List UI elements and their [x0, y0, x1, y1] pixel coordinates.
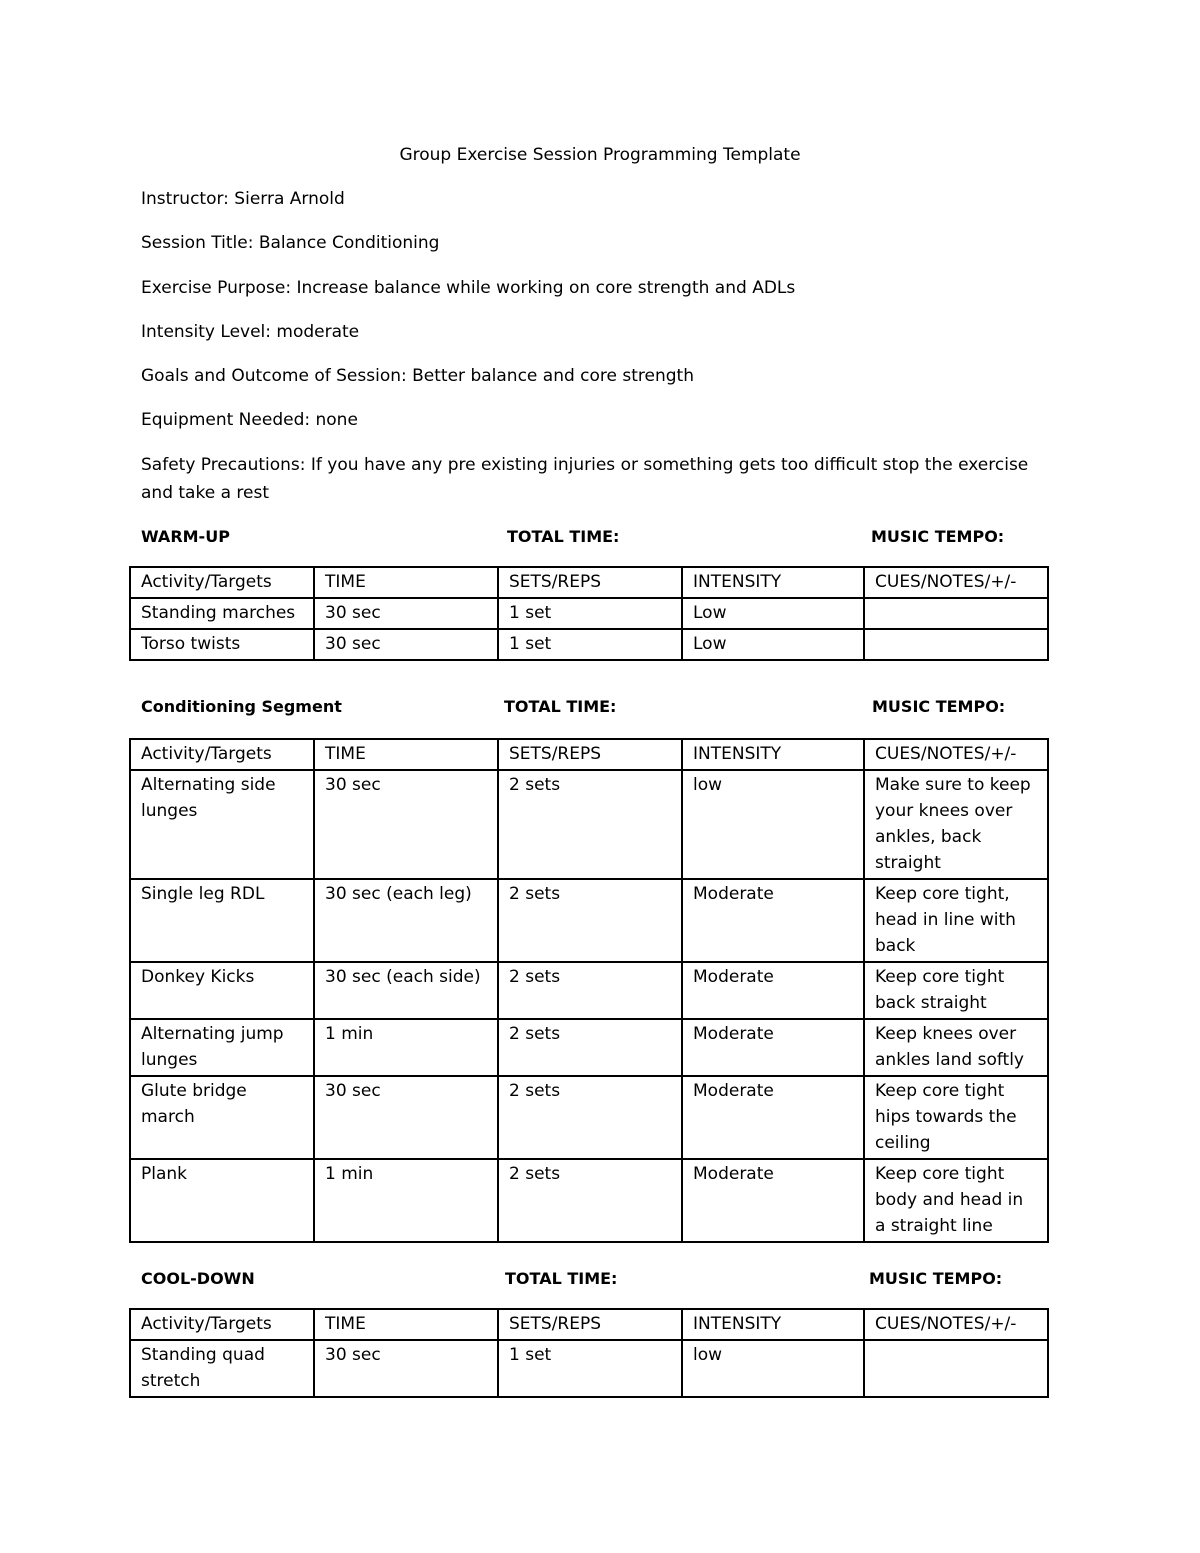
- intensity-cell: Low: [682, 598, 864, 629]
- page-title: Group Exercise Session Programming Template: [399, 145, 801, 165]
- column-header: INTENSITY: [682, 739, 864, 770]
- intensity-cell: Moderate: [682, 1159, 864, 1242]
- total-time-label: TOTAL TIME:: [505, 1269, 618, 1288]
- section-name: WARM-UP: [141, 527, 230, 546]
- session-title-line: Session Title: Balance Conditioning: [141, 233, 440, 253]
- column-header: CUES/NOTES/+/-: [864, 739, 1048, 770]
- goals-line: Goals and Outcome of Session: Better balance and core strength: [141, 366, 694, 386]
- table-row: [130, 1340, 1048, 1397]
- section-name: Conditioning Segment: [141, 697, 342, 716]
- cues-notes-cell: Keep core tight, head in line with back: [864, 879, 1048, 962]
- exercise-purpose-line: Exercise Purpose: Increase balance while working on core strength and ADLs: [141, 278, 796, 298]
- activity-cell: Single leg RDL: [130, 879, 314, 962]
- music-tempo-label: MUSIC TEMPO:: [872, 697, 1006, 716]
- column-header: INTENSITY: [682, 1309, 864, 1340]
- cues-notes-cell: [864, 1340, 1048, 1397]
- intensity-level-line: Intensity Level: moderate: [141, 322, 360, 342]
- intensity-cell: Moderate: [682, 879, 864, 962]
- column-header: INTENSITY: [682, 567, 864, 598]
- intensity-cell: Moderate: [682, 1076, 864, 1159]
- warmup-table: [129, 566, 1049, 661]
- time-cell: 1 min: [314, 1159, 498, 1242]
- sets-reps-cell: 2 sets: [498, 879, 682, 962]
- cues-notes-cell: Keep knees over ankles land softly: [864, 1019, 1048, 1076]
- time-cell: 30 sec: [314, 1076, 498, 1159]
- column-header: TIME: [314, 1309, 498, 1340]
- table-header-row: [130, 567, 1048, 598]
- column-header: TIME: [314, 739, 498, 770]
- table-header-row: [130, 739, 1048, 770]
- safety-precautions-line: Safety Precautions: If you have any pre existing injuries or something gets too difficult stop the exercise and take a rest: [141, 455, 1029, 503]
- sets-reps-cell: 1 set: [498, 1340, 682, 1397]
- activity-cell: Glute bridge march: [130, 1076, 314, 1159]
- column-header: SETS/REPS: [498, 1309, 682, 1340]
- equipment-line: Equipment Needed: none: [141, 410, 358, 430]
- sets-reps-cell: 2 sets: [498, 770, 682, 879]
- table-row: [130, 1019, 1048, 1076]
- column-header: SETS/REPS: [498, 567, 682, 598]
- instructor-line: Instructor: Sierra Arnold: [141, 189, 345, 209]
- intensity-cell: Low: [682, 629, 864, 660]
- sets-reps-cell: 2 sets: [498, 962, 682, 1019]
- music-tempo-label: MUSIC TEMPO:: [871, 527, 1005, 546]
- activity-cell: Donkey Kicks: [130, 962, 314, 1019]
- cues-notes-cell: [864, 598, 1048, 629]
- cues-notes-cell: [864, 629, 1048, 660]
- table-row: [130, 1076, 1048, 1159]
- column-header: CUES/NOTES/+/-: [864, 1309, 1048, 1340]
- total-time-label: TOTAL TIME:: [504, 697, 617, 716]
- column-header: TIME: [314, 567, 498, 598]
- intensity-cell: Moderate: [682, 962, 864, 1019]
- music-tempo-label: MUSIC TEMPO:: [869, 1269, 1003, 1288]
- table-row: [130, 879, 1048, 962]
- conditioning-table: [129, 738, 1049, 1243]
- table-row: [130, 1159, 1048, 1242]
- table-row: [130, 962, 1048, 1019]
- activity-cell: Standing marches: [130, 598, 314, 629]
- time-cell: 30 sec: [314, 770, 498, 879]
- column-header: Activity/Targets: [130, 1309, 314, 1340]
- cues-notes-cell: Keep core tight body and head in a straight line: [864, 1159, 1048, 1242]
- table-row: [130, 770, 1048, 879]
- total-time-label: TOTAL TIME:: [507, 527, 620, 546]
- intensity-cell: low: [682, 1340, 864, 1397]
- intensity-cell: low: [682, 770, 864, 879]
- section-name: COOL-DOWN: [141, 1269, 255, 1288]
- time-cell: 30 sec: [314, 1340, 498, 1397]
- column-header: SETS/REPS: [498, 739, 682, 770]
- time-cell: 30 sec (each side): [314, 962, 498, 1019]
- intensity-cell: Moderate: [682, 1019, 864, 1076]
- activity-cell: Alternating jump lunges: [130, 1019, 314, 1076]
- cooldown-table: [129, 1308, 1049, 1398]
- time-cell: 30 sec: [314, 598, 498, 629]
- table-header-row: [130, 1309, 1048, 1340]
- activity-cell: Plank: [130, 1159, 314, 1242]
- cues-notes-cell: Keep core tight hips towards the ceiling: [864, 1076, 1048, 1159]
- sets-reps-cell: 1 set: [498, 629, 682, 660]
- activity-cell: Standing quad stretch: [130, 1340, 314, 1397]
- cues-notes-cell: Make sure to keep your knees over ankles, back straight: [864, 770, 1048, 879]
- column-header: CUES/NOTES/+/-: [864, 567, 1048, 598]
- activity-cell: Alternating side lunges: [130, 770, 314, 879]
- sets-reps-cell: 1 set: [498, 598, 682, 629]
- time-cell: 30 sec (each leg): [314, 879, 498, 962]
- sets-reps-cell: 2 sets: [498, 1159, 682, 1242]
- activity-cell: Torso twists: [130, 629, 314, 660]
- sets-reps-cell: 2 sets: [498, 1076, 682, 1159]
- cues-notes-cell: Keep core tight back straight: [864, 962, 1048, 1019]
- table-row: [130, 598, 1048, 629]
- sets-reps-cell: 2 sets: [498, 1019, 682, 1076]
- time-cell: 30 sec: [314, 629, 498, 660]
- time-cell: 1 min: [314, 1019, 498, 1076]
- table-row: [130, 629, 1048, 660]
- column-header: Activity/Targets: [130, 739, 314, 770]
- column-header: Activity/Targets: [130, 567, 314, 598]
